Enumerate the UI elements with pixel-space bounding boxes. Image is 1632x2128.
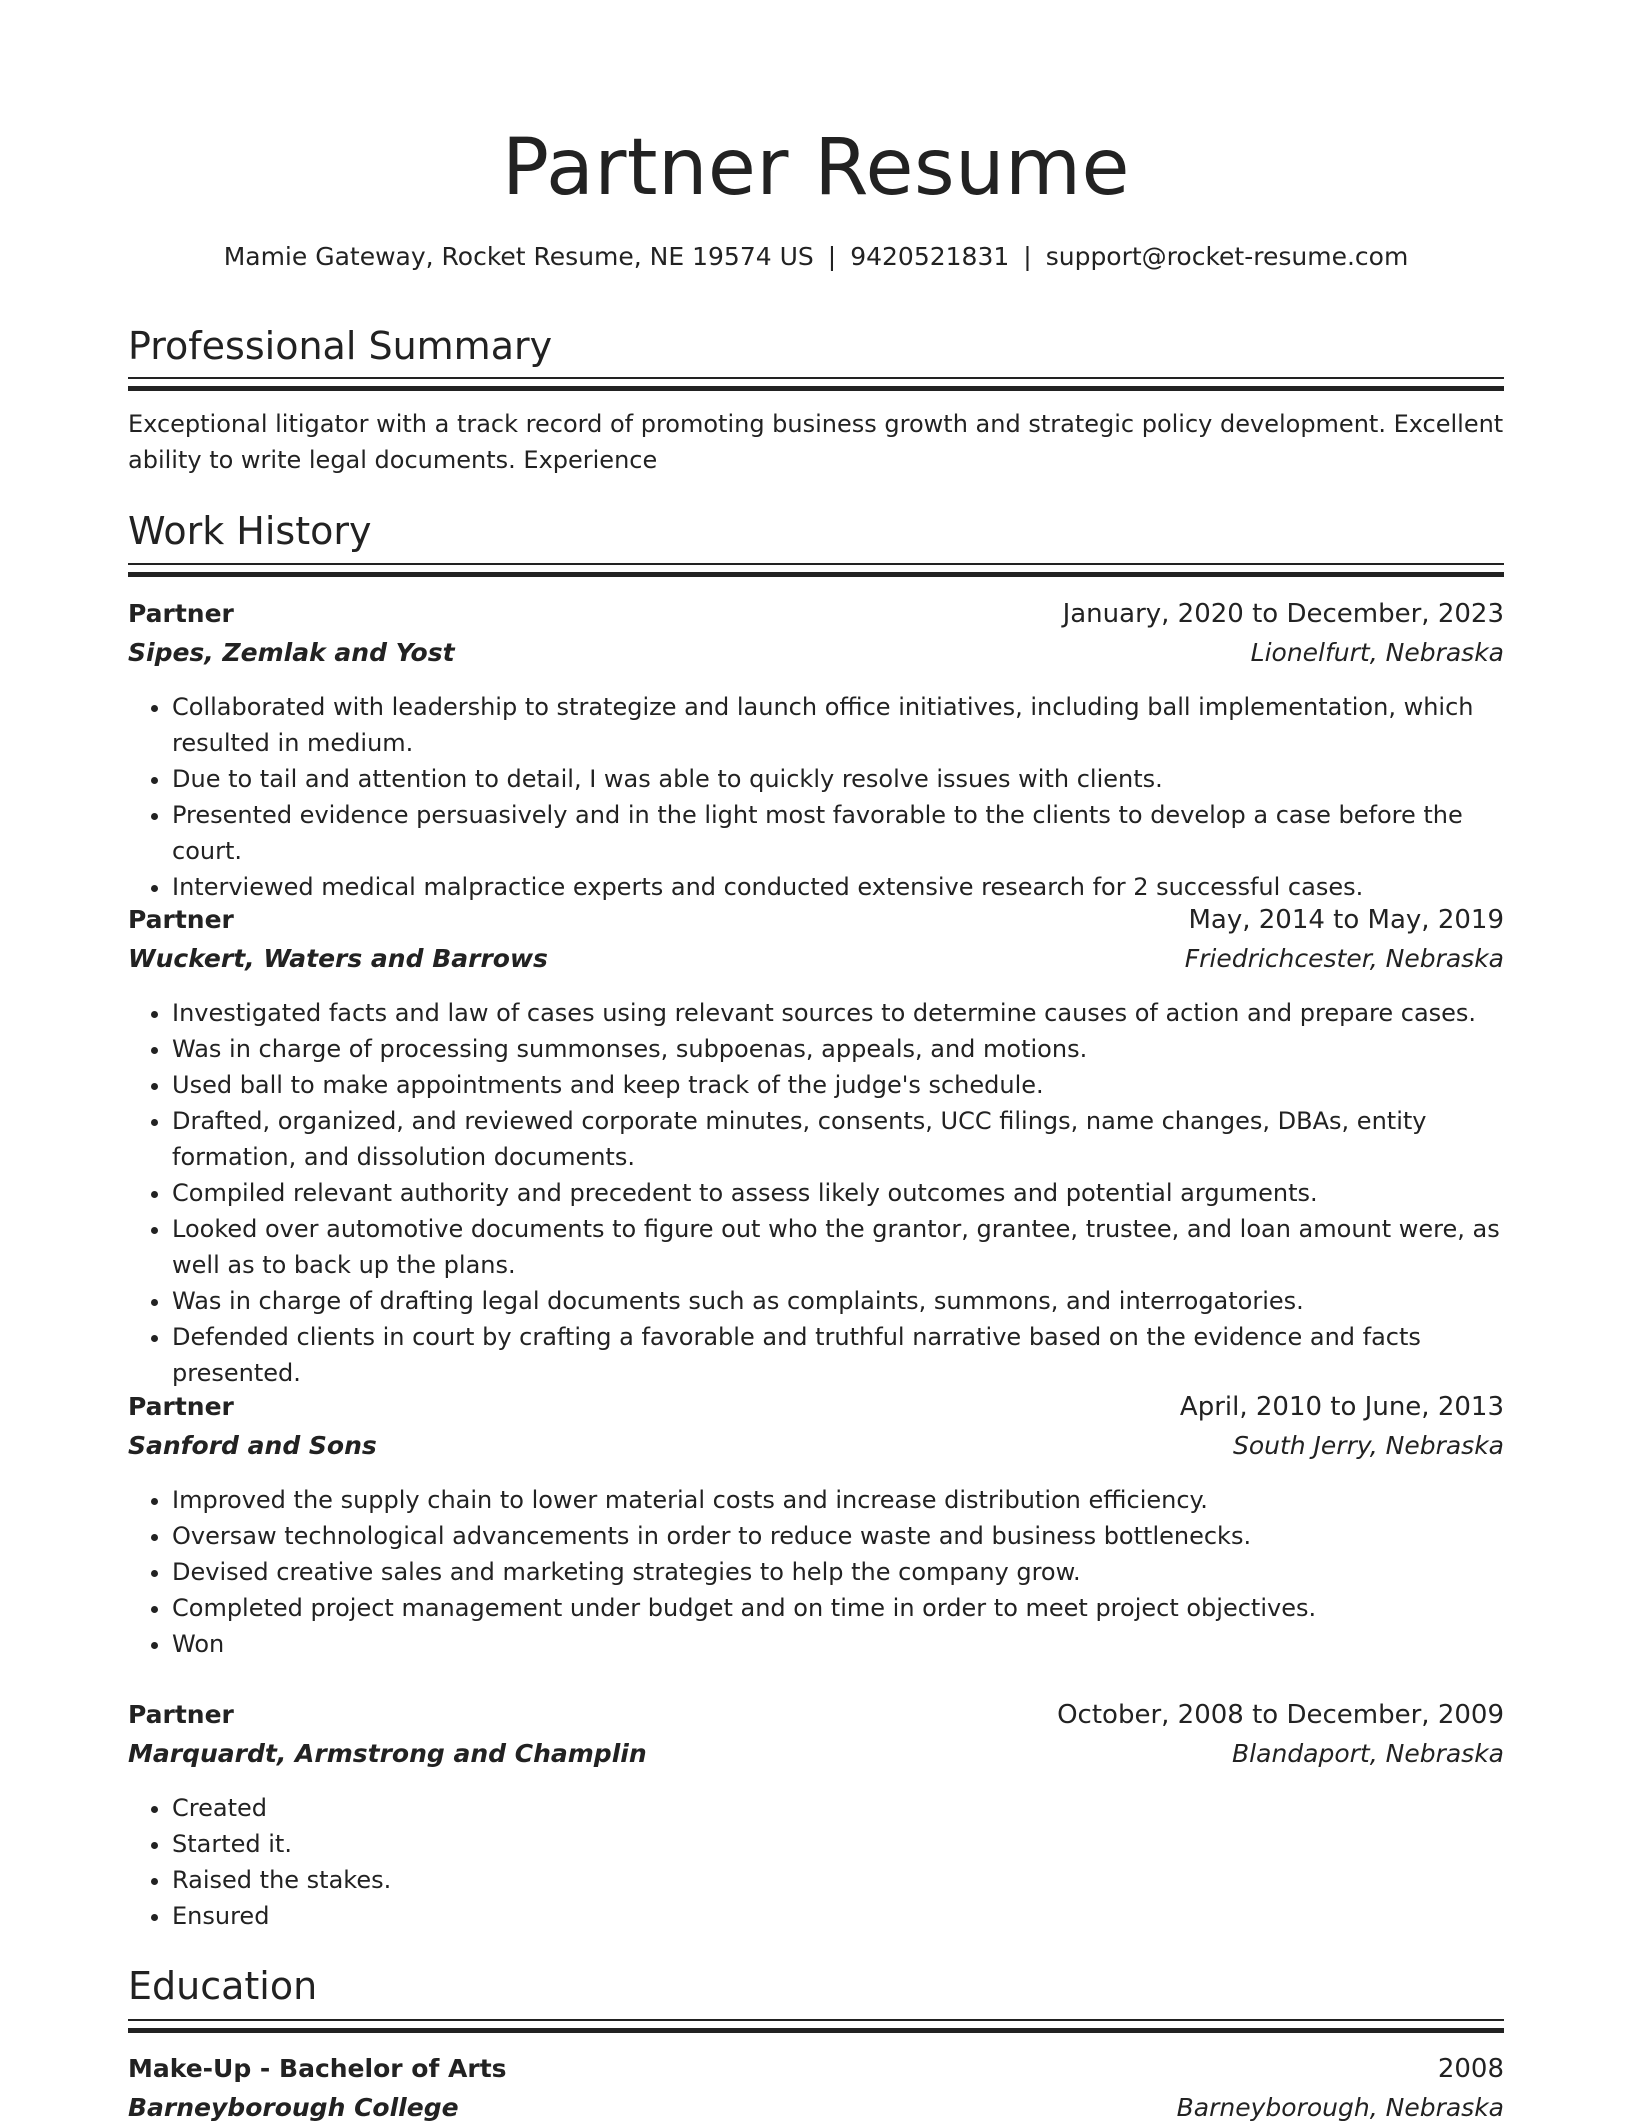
- job-location: Friedrichcester, Nebraska: [1184, 944, 1504, 973]
- contact-separator: |: [827, 242, 837, 271]
- job-header: [128, 595, 1504, 634]
- job-company: Marquardt, Armstrong and Champlin: [128, 1739, 647, 1768]
- education-degree: Make-Up - Bachelor of Arts: [128, 2054, 507, 2083]
- contact-line: [128, 240, 1504, 274]
- section-divider: [128, 563, 1504, 575]
- job-bullet: • Defended clients in court by crafting a favorable and truthful narrative based on the evidence and facts presented.: [172, 1319, 1504, 1391]
- job-dates: October, 2008 to December, 2009: [1057, 1700, 1504, 1730]
- education-header: [128, 2050, 1504, 2089]
- job-bullet: • Was in charge of processing summonses, subpoenas, appeals, and motions.: [172, 1031, 1504, 1067]
- job-entry: [128, 901, 1504, 1391]
- job-bullet: • Raised the stakes.: [172, 1862, 1504, 1898]
- section-heading-work-history: Work History: [128, 509, 372, 553]
- job-bullet: • Compiled relevant authority and precedent to assess likely outcomes and potential arguments.: [172, 1175, 1504, 1211]
- section-divider: [128, 2019, 1504, 2031]
- resume-title: Partner Resume: [502, 123, 1130, 213]
- job-bullet: • Collaborated with leadership to strategize and launch office initiatives, including ball implementation, which resulted in medium.: [172, 689, 1504, 761]
- job-bullet: • Started it.: [172, 1826, 1504, 1862]
- job-bullet: • Improved the supply chain to lower material costs and increase distribution efficiency.: [172, 1482, 1504, 1518]
- job-company: Sanford and Sons: [128, 1431, 377, 1460]
- job-title: Partner: [128, 599, 234, 628]
- job-location: South Jerry, Nebraska: [1232, 1431, 1504, 1460]
- contact-separator: |: [1023, 242, 1032, 271]
- job-subheader: [128, 1427, 1504, 1466]
- job-title: Partner: [128, 1392, 234, 1421]
- job-bullet: • Looked over automotive documents to figure out who the grantor, grantee, trustee, and loan amount were, as well as to back up the plans.: [172, 1211, 1504, 1283]
- job-location: Lionelfurt, Nebraska: [1250, 638, 1504, 667]
- contact-email: support@rocket-resume.com: [1045, 242, 1409, 271]
- job-subheader: [128, 634, 1504, 673]
- job-title: Partner: [128, 905, 234, 934]
- job-entry: [128, 1696, 1504, 1934]
- job-header: [128, 901, 1504, 940]
- section-heading-summary: Professional Summary: [128, 324, 553, 368]
- job-bullet: • Was in charge of drafting legal documents such as complaints, summons, and interrogatories.: [172, 1283, 1504, 1319]
- education-entry: [128, 2050, 1504, 2128]
- job-subheader: [128, 1735, 1504, 1774]
- summary-text: Exceptional litigator with a track record of promoting business growth and strategic policy development. Excellent ability to write legal documents. Experience: [128, 410, 1504, 474]
- section-heading-education: Education: [128, 1964, 318, 2008]
- job-subheader: [128, 940, 1504, 979]
- section-divider: [128, 377, 1504, 389]
- job-bullet: • Interviewed medical malpractice experts and conducted extensive research for 2 successful cases.: [172, 869, 1504, 905]
- job-bullet: • Ensured: [172, 1898, 1504, 1934]
- education-subheader: [128, 2089, 1504, 2128]
- job-company: Wuckert, Waters and Barrows: [128, 944, 548, 973]
- job-title: Partner: [128, 1700, 234, 1729]
- job-header: [128, 1388, 1504, 1427]
- job-bullets: [128, 689, 1504, 905]
- contact-address: Mamie Gateway, Rocket Resume, NE 19574 US: [223, 242, 814, 271]
- job-bullet: • Used ball to make appointments and keep track of the judge's schedule.: [172, 1067, 1504, 1103]
- job-bullets: [128, 995, 1504, 1391]
- job-bullet: • Won: [172, 1626, 1504, 1662]
- job-dates: January, 2020 to December, 2023: [1062, 599, 1504, 629]
- education-school: Barneyborough College: [128, 2093, 459, 2122]
- contact-phone: 9420521831: [850, 242, 1010, 271]
- job-bullets: [128, 1790, 1504, 1934]
- education-location: Barneyborough, Nebraska: [1176, 2093, 1504, 2122]
- job-company: Sipes, Zemlak and Yost: [128, 638, 455, 667]
- job-bullet: • Presented evidence persuasively and in the light most favorable to the clients to develop a case before the court.: [172, 797, 1504, 869]
- job-bullet: • Investigated facts and law of cases using relevant sources to determine causes of action and prepare cases.: [172, 995, 1504, 1031]
- job-entry: [128, 595, 1504, 905]
- job-bullet: • Completed project management under budget and on time in order to meet project objectives.: [172, 1590, 1504, 1626]
- job-bullet: • Devised creative sales and marketing strategies to help the company grow.: [172, 1554, 1504, 1590]
- job-entry: [128, 1388, 1504, 1662]
- education-year: 2008: [1437, 2054, 1504, 2084]
- job-dates: April, 2010 to June, 2013: [1179, 1392, 1504, 1422]
- job-bullet: • Drafted, organized, and reviewed corporate minutes, consents, UCC filings, name changes, DBAs, entity formation, and dissolution documents.: [172, 1103, 1504, 1175]
- job-bullet: • Oversaw technological advancements in order to reduce waste and business bottlenecks.: [172, 1518, 1504, 1554]
- job-location: Blandaport, Nebraska: [1232, 1739, 1504, 1768]
- job-bullets: [128, 1482, 1504, 1662]
- job-header: [128, 1696, 1504, 1735]
- job-bullet: • Due to tail and attention to detail, I was able to quickly resolve issues with clients.: [172, 761, 1504, 797]
- job-bullet: • Created: [172, 1790, 1504, 1826]
- job-dates: May, 2014 to May, 2019: [1188, 905, 1504, 935]
